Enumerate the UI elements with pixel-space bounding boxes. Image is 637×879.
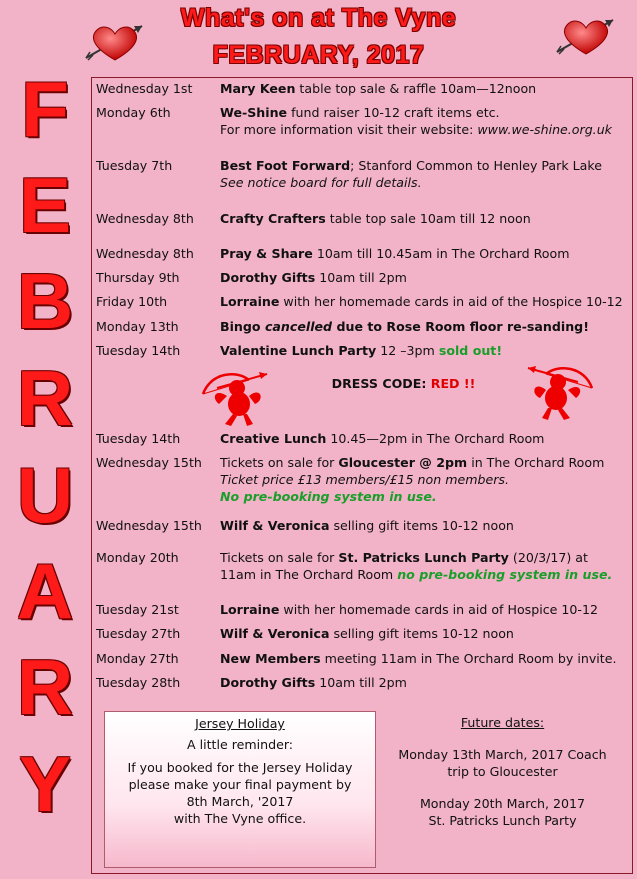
event-text: with her homemade cards in aid of Hospice 10-12 [279,602,598,617]
event-text: table top sale 10am till 12 noon [325,211,531,226]
event-text: Mary Keen [220,81,296,96]
reminder-line: 8th March, '2017 [186,794,294,809]
reminder-heading: Jersey Holiday [195,716,285,731]
event-description [220,625,514,642]
side-letter: U [16,451,74,539]
dress-code-label: DRESS CODE: [331,376,431,391]
dress-code-value: RED !! [430,376,476,391]
event-text: 10am till 2pm [315,270,407,285]
event-text: 10.45—2pm in The Orchard Room [326,431,545,446]
event-day: Tuesday 7th [96,158,173,173]
event-text: 10am till 10.45am in The Orchard Room [312,246,570,261]
event-text: due to Rose Room floor re-sanding! [332,319,589,334]
event-text: selling gift items 10-12 noon [329,518,514,533]
event-text: ; Stanford Common to Henley Park Lake [350,158,602,173]
reminder-line: A little reminder: [186,737,294,752]
event-text: See notice board for full details. [220,175,422,190]
event-text: Pray & Share [220,246,313,261]
event-text: Bingo [220,319,265,334]
event-description [220,293,623,310]
future-heading: Future dates: [460,715,545,730]
event-text: Wilf & Veronica [220,518,330,533]
reminder-box [104,711,376,868]
event-description [220,121,612,138]
event-day: Friday 10th [96,294,168,309]
side-letter: R [16,643,74,731]
event-day: Monday 27th [96,651,179,666]
page-subtitle: FEBRUARY, 2017 [212,41,425,69]
event-day: Wednesday 15th [96,455,202,470]
dress-code [0,376,637,391]
event-day: Monday 20th [96,550,179,565]
event-description [220,104,500,121]
side-letter: E [18,161,72,249]
side-letter: Y [18,740,72,828]
future-dates [385,714,620,829]
event-description [220,566,612,583]
event-text: For more information visit their website: [220,122,478,137]
event-description [220,342,502,359]
event-text: Ticket price £13 members/£15 non members. [220,472,509,487]
event-text: Gloucester @ 2pm [338,455,468,470]
heart-arrow-icon-left [84,20,146,64]
event-day: Wednesday 8th [96,246,194,261]
event-text: Crafty Crafters [220,211,326,226]
event-text: New Members [220,651,321,666]
event-text: www.we-shine.org.uk [477,122,612,137]
page-title: What's on at The Vyne [180,4,457,32]
event-text: Valentine Lunch Party [220,343,377,358]
event-text: selling gift items 10-12 noon [329,626,514,641]
event-text: (20/3/17) at [508,550,588,565]
event-day: Tuesday 14th [96,431,181,446]
event-text: Wilf & Veronica [220,626,330,641]
event-description [220,80,536,97]
event-text: Tickets on sale for [220,550,339,565]
event-text: 12 –3pm [376,343,439,358]
event-text: in The Orchard Room [467,455,605,470]
event-day: Tuesday 21st [96,602,179,617]
event-text: Tickets on sale for [220,455,339,470]
event-text: meeting 11am in The Orchard Room by invite. [320,651,617,666]
side-letter: A [16,547,74,635]
event-text: no pre-booking system in use. [397,567,613,582]
event-day: Monday 6th [96,105,171,120]
reminder-line: If you booked for the Jersey Holiday [127,760,353,775]
event-text: 11am in The Orchard Room [220,567,398,582]
event-description [220,157,602,174]
event-text: No pre-booking system in use. [220,489,437,504]
event-day: Tuesday 28th [96,675,181,690]
event-text: Dorothy Gifts [220,270,316,285]
event-description [220,674,407,691]
event-description [220,454,604,471]
event-text: St. Patricks Lunch Party [338,550,509,565]
reminder-line: please make your final payment by [128,777,352,792]
event-text: Lorraine [220,294,280,309]
event-description [220,245,569,262]
event-text: sold out! [438,343,503,358]
future-item: Monday 20th March, 2017 [419,796,586,811]
side-letter: B [16,257,74,345]
event-description [220,210,531,227]
event-description [220,488,437,505]
event-description [220,174,422,191]
event-text: with her homemade cards in aid of the Hospice 10-12 [279,294,623,309]
event-text: fund raiser 10-12 craft items etc. [287,105,500,120]
event-day: Monday 13th [96,319,179,334]
future-item: Monday 13th March, 2017 Coach [398,747,607,762]
event-description [220,601,598,618]
cupid-icon-right [524,360,598,422]
event-description [220,517,514,534]
event-day: Wednesday 8th [96,211,194,226]
event-description [220,650,617,667]
event-description [220,549,588,566]
event-day: Wednesday 1st [96,81,193,96]
event-text: Dorothy Gifts [220,675,316,690]
event-text: 10am till 2pm [315,675,407,690]
heart-arrow-icon-right [555,14,617,58]
event-text: Creative Lunch [220,431,327,446]
side-letter: F [21,65,69,153]
event-day: Wednesday 15th [96,518,202,533]
event-text: We-Shine [220,105,288,120]
event-day: Tuesday 14th [96,343,181,358]
event-text: cancelled [264,319,333,334]
event-text: Best Foot Forward [220,158,351,173]
event-description [220,471,509,488]
event-description [220,269,407,286]
future-item: St. Patricks Lunch Party [428,813,577,828]
event-text: table top sale & raffle 10am—12noon [295,81,537,96]
reminder-line: with The Vyne office. [173,811,307,826]
event-description [220,318,589,335]
event-description [220,430,544,447]
event-text: Lorraine [220,602,280,617]
future-item: trip to Gloucester [447,764,558,779]
event-day: Thursday 9th [96,270,180,285]
side-letter: R [16,354,74,442]
event-day: Tuesday 27th [96,626,181,641]
